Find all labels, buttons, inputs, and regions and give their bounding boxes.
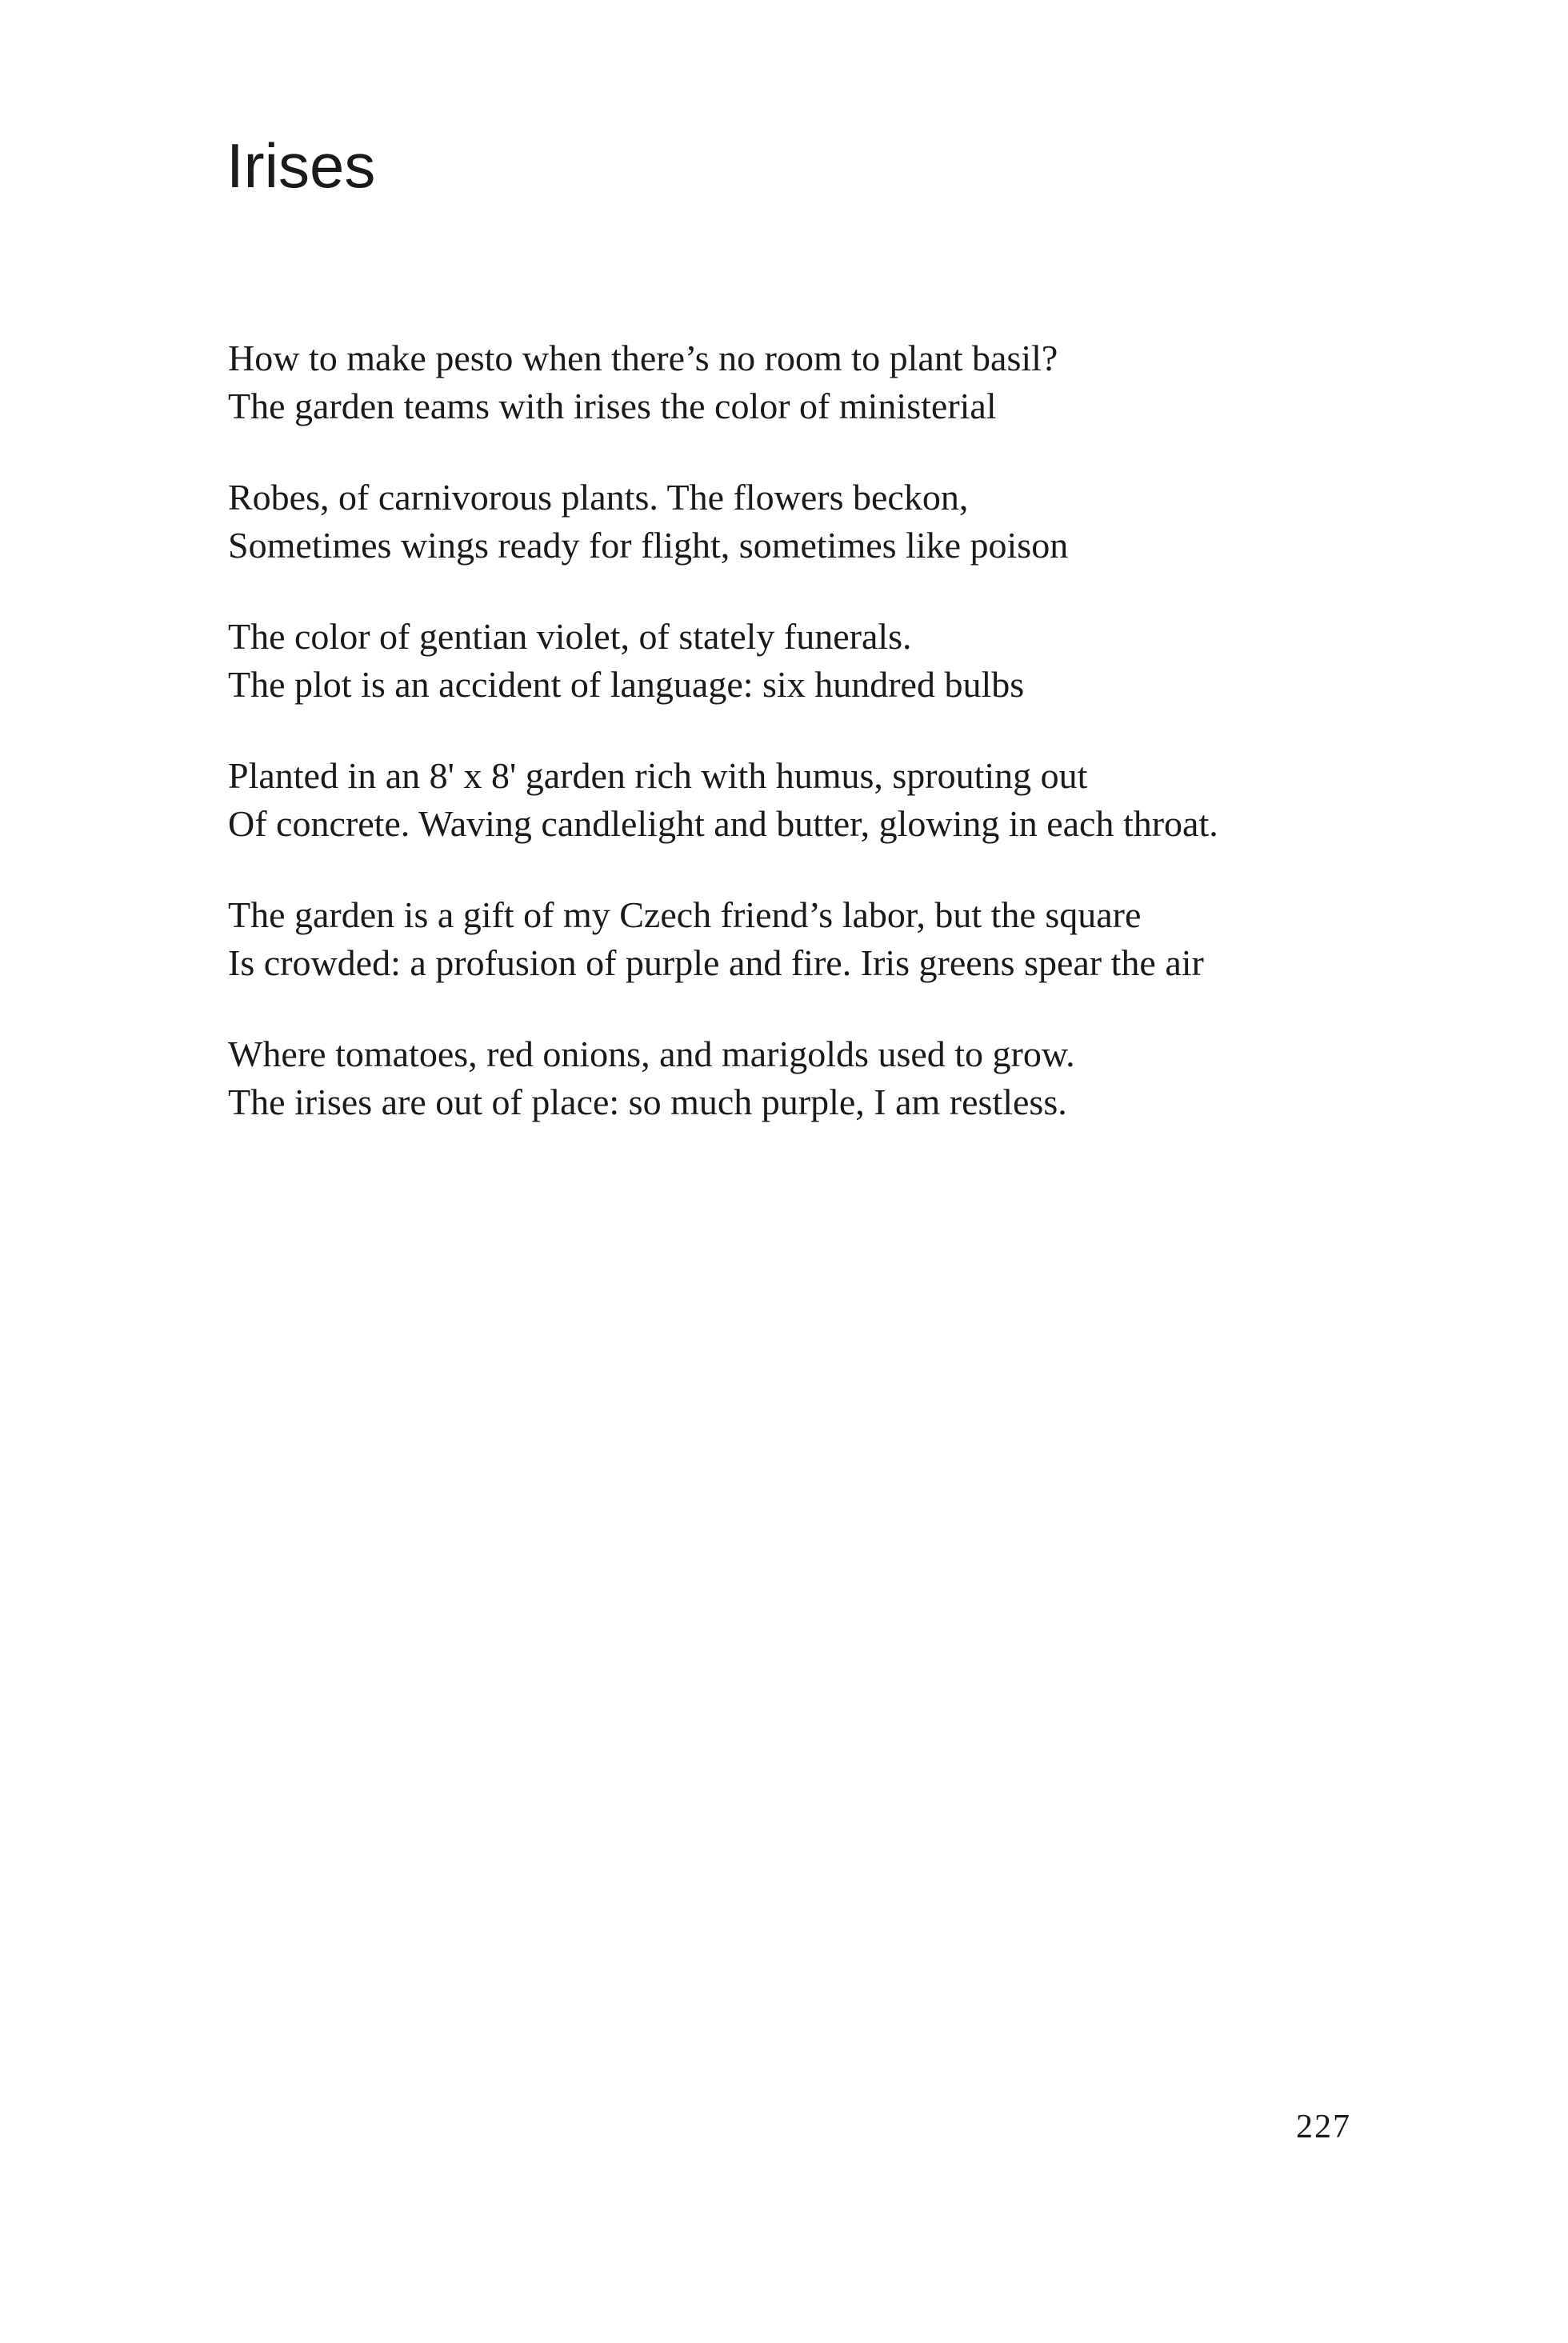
poem-line: The plot is an accident of language: six hundred bulbs [228,664,1025,705]
stanza [228,891,1428,987]
stanza [228,613,1428,709]
poem-body [228,334,1428,1170]
poem-line: The garden is a gift of my Czech friend’s labor, but the square [228,894,1142,935]
poem-line: The color of gentian violet, of stately funerals. [228,616,912,657]
poem-line: Is crowded: a profusion of purple and fire. Iris greens spear the air [228,942,1204,983]
stanza [228,474,1428,570]
poem-line: The garden teams with irises the color of ministerial [228,386,997,426]
poem-title: Irises [226,130,376,201]
poem-line: Of concrete. Waving candlelight and butter, glowing in each throat. [228,803,1218,844]
stanza [228,1030,1428,1126]
poem-line: How to make pesto when there’s no room to plant basil? [228,338,1058,378]
poem-line: Planted in an 8' x 8' garden rich with humus, sprouting out [228,755,1088,796]
poem-line: Robes, of carnivorous plants. The flowers beckon, [228,477,969,518]
poem-line: Where tomatoes, red onions, and marigolds used to grow. [228,1034,1075,1074]
poem-line: The irises are out of place: so much purple, I am restless. [228,1082,1067,1122]
poem-line: Sometimes wings ready for flight, sometimes like poison [228,525,1069,566]
stanza [228,334,1428,430]
stanza [228,752,1428,848]
page-number: 227 [1296,2109,1351,2145]
